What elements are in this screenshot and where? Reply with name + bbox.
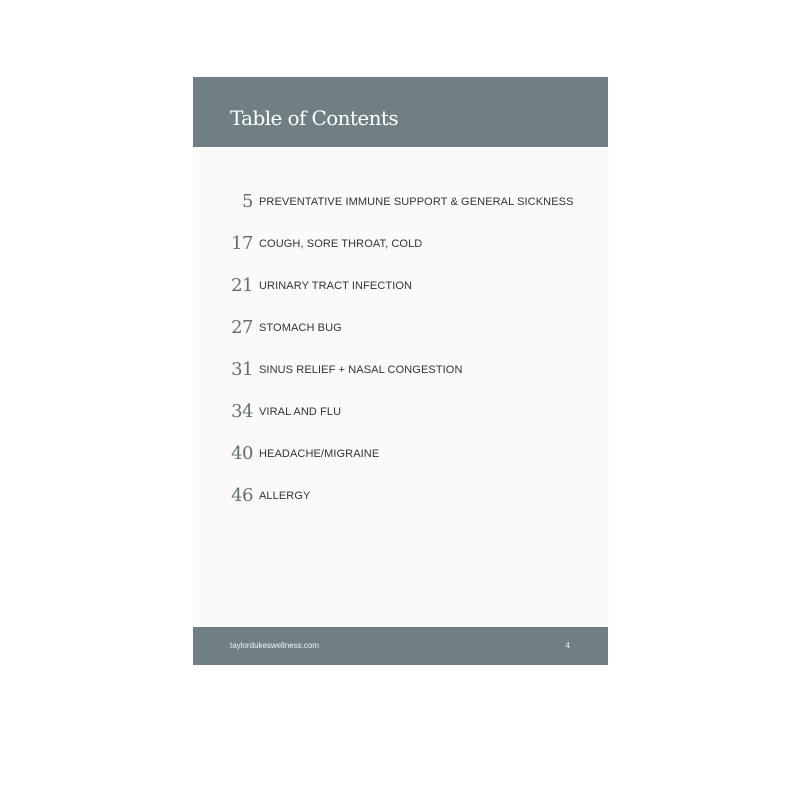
document-page bbox=[193, 77, 608, 665]
toc-entry bbox=[193, 482, 608, 510]
footer-band bbox=[193, 627, 608, 665]
toc-entry bbox=[193, 188, 608, 216]
toc-page-number: 17 bbox=[231, 233, 253, 254]
toc-entry bbox=[193, 272, 608, 300]
toc-entry-label: ALLERGY bbox=[259, 490, 311, 502]
toc-entry-label: HEADACHE/MIGRAINE bbox=[259, 448, 380, 460]
toc-page-number: 40 bbox=[231, 443, 253, 464]
page-title: Table of Contents bbox=[230, 106, 398, 130]
footer-website: taylordukeswellness.com bbox=[230, 641, 319, 650]
toc-entry-label: COUGH, SORE THROAT, COLD bbox=[259, 238, 423, 250]
toc-entry-label: SINUS RELIEF + NASAL CONGESTION bbox=[259, 364, 463, 376]
footer-page-number: 4 bbox=[565, 641, 570, 650]
toc-entry bbox=[193, 356, 608, 384]
toc-entry bbox=[193, 440, 608, 468]
toc-entry bbox=[193, 398, 608, 426]
toc-entry-label: URINARY TRACT INFECTION bbox=[259, 280, 413, 292]
toc-page-number: 5 bbox=[242, 191, 253, 212]
toc-page-number: 31 bbox=[231, 359, 253, 380]
toc-entry-label: PREVENTATIVE IMMUNE SUPPORT & GENERAL SICKNESS bbox=[259, 196, 574, 208]
toc-page-number: 46 bbox=[231, 485, 253, 506]
toc-page-number: 27 bbox=[231, 317, 253, 338]
header-band bbox=[193, 77, 608, 147]
toc-entry bbox=[193, 314, 608, 342]
toc-page-number: 34 bbox=[231, 401, 253, 422]
toc-entry-label: STOMACH BUG bbox=[259, 322, 342, 334]
toc-page-number: 21 bbox=[231, 275, 253, 296]
toc-entry-label: VIRAL AND FLU bbox=[259, 406, 342, 418]
toc-entry bbox=[193, 230, 608, 258]
